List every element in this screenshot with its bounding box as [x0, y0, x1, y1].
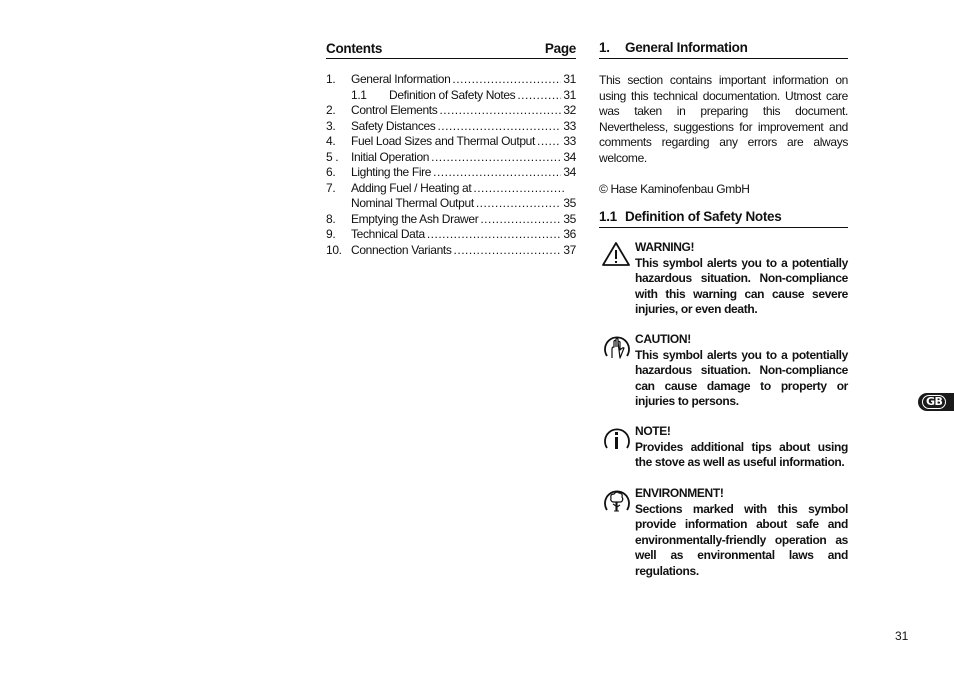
main-content	[599, 40, 848, 578]
toc-entry-page: 37	[563, 242, 576, 257]
toc-page-heading: Page	[544, 41, 576, 56]
table-of-contents	[326, 40, 576, 258]
toc-entry-title: Lighting the Fire	[351, 165, 432, 179]
toc-entry	[326, 227, 576, 243]
environment-tree-icon	[601, 486, 633, 518]
toc-entry-leader	[480, 212, 561, 228]
toc-entry-title: Nominal Thermal Output	[351, 196, 474, 210]
language-tab-label: GB	[922, 395, 946, 409]
toc-entry-leader	[454, 243, 562, 259]
toc-entry	[326, 196, 576, 212]
general-paragraph: This section contains important information on using this technical documentation. Utmost care was taken in preparing this document. Nevertheless, suggestions for improvement and comments regarding any errors are always welcome.	[599, 73, 848, 165]
toc-entry-leader	[476, 196, 562, 212]
toc-entry-title: Technical Data	[351, 227, 425, 241]
toc-entry-leader	[439, 103, 561, 119]
toc-entry-number: 1.1	[351, 87, 367, 102]
section-heading-general	[599, 40, 848, 59]
toc-entry	[326, 165, 576, 181]
note-label: NOTE!	[635, 424, 671, 438]
toc-entry-number: 10.	[326, 242, 342, 257]
toc-entry	[326, 103, 576, 119]
language-tab	[918, 393, 954, 411]
toc-entry	[326, 150, 576, 166]
toc-entry-page: 36	[563, 227, 576, 241]
toc-entry-page: 32	[563, 103, 576, 117]
toc-entry-title: Control Elements	[351, 103, 438, 117]
toc-entry-page: 35	[563, 211, 576, 226]
toc-entry-leader	[427, 227, 562, 243]
note-text: This symbol alerts you to a potentially hazardous situation. Non-compliance can cause damage to property or injuries to persons.	[635, 347, 848, 408]
toc-entry-leader	[437, 119, 561, 135]
toc-entry-number: 5 .	[326, 149, 339, 164]
toc-entry-title: Adding Fuel / Heating at	[351, 180, 472, 195]
toc-entry-leader	[452, 72, 561, 88]
info-icon	[601, 424, 633, 456]
toc-entry	[326, 212, 576, 228]
section-title: General Information	[625, 40, 748, 55]
copyright-line: © Hase Kaminofenbau GmbH	[599, 182, 750, 196]
note-info	[599, 424, 848, 471]
toc-entry	[326, 243, 576, 259]
note-text: Sections marked with this symbol provide information about safe and environmentally-friendly operation as well as environmental laws and regulations.	[635, 501, 848, 578]
note-label: CAUTION!	[635, 332, 691, 346]
toc-entry-leader	[433, 165, 561, 181]
toc-entry-number: 6.	[326, 165, 336, 179]
section-title: Definition of Safety Notes	[625, 209, 782, 224]
toc-entry-page: 31	[563, 72, 576, 86]
toc-entry-leader	[517, 88, 561, 104]
toc-entry-number: 3.	[326, 118, 336, 133]
toc-entry-title: Initial Operation	[351, 149, 430, 164]
section-heading-safety	[599, 209, 848, 228]
toc-entry-number: 4.	[326, 134, 336, 148]
section-number: 1.	[599, 40, 610, 55]
toc-heading: Contents	[326, 41, 383, 56]
toc-entry-page: 31	[563, 87, 576, 102]
section-number: 1.1	[599, 209, 617, 224]
toc-entry-leader	[537, 134, 561, 150]
toc-entry-page: 33	[563, 118, 576, 133]
note-caution	[599, 332, 848, 410]
page-number: 31	[895, 629, 909, 643]
toc-entry-title: Safety Distances	[351, 118, 436, 133]
note-label: WARNING!	[635, 240, 695, 254]
caution-hand-icon	[601, 332, 633, 364]
note-text: This symbol alerts you to a potentially hazardous situation. Non-compliance with this warning can cause severe injuries, or even death.	[635, 255, 848, 316]
toc-list	[326, 72, 576, 258]
toc-entry-title: Fuel Load Sizes and Thermal Output	[351, 134, 535, 148]
toc-entry-number: 2.	[326, 103, 336, 117]
toc-entry-title: Emptying the Ash Drawer	[351, 211, 479, 226]
toc-entry-number: 1.	[326, 72, 336, 86]
toc-entry-leader	[431, 150, 561, 166]
toc-entry	[326, 88, 576, 104]
toc-entry	[326, 181, 576, 197]
toc-entry-page: 34	[563, 165, 576, 179]
toc-entry-title: Definition of Safety Notes	[389, 87, 516, 102]
toc-entry	[326, 134, 576, 150]
toc-entry-number: 7.	[326, 180, 336, 195]
toc-entry-page: 34	[563, 149, 576, 164]
toc-entry	[326, 72, 576, 88]
toc-header	[326, 40, 576, 59]
toc-entry-page: 33	[563, 134, 576, 148]
note-label: ENVIRONMENT!	[635, 486, 724, 500]
warning-triangle-icon	[601, 240, 633, 272]
toc-entry-title: Connection Variants	[351, 242, 452, 257]
note-text: Provides additional tips about using the stove as well as useful information.	[635, 439, 848, 469]
section-safety-notes	[599, 209, 848, 578]
note-warning	[599, 240, 848, 318]
toc-entry-number: 9.	[326, 227, 336, 241]
note-environment	[599, 486, 848, 579]
toc-entry	[326, 119, 576, 135]
toc-entry-leader	[473, 181, 565, 197]
toc-entry-page: 35	[563, 196, 576, 210]
toc-entry-number: 8.	[326, 211, 336, 226]
toc-entry-title: General Information	[351, 72, 451, 86]
